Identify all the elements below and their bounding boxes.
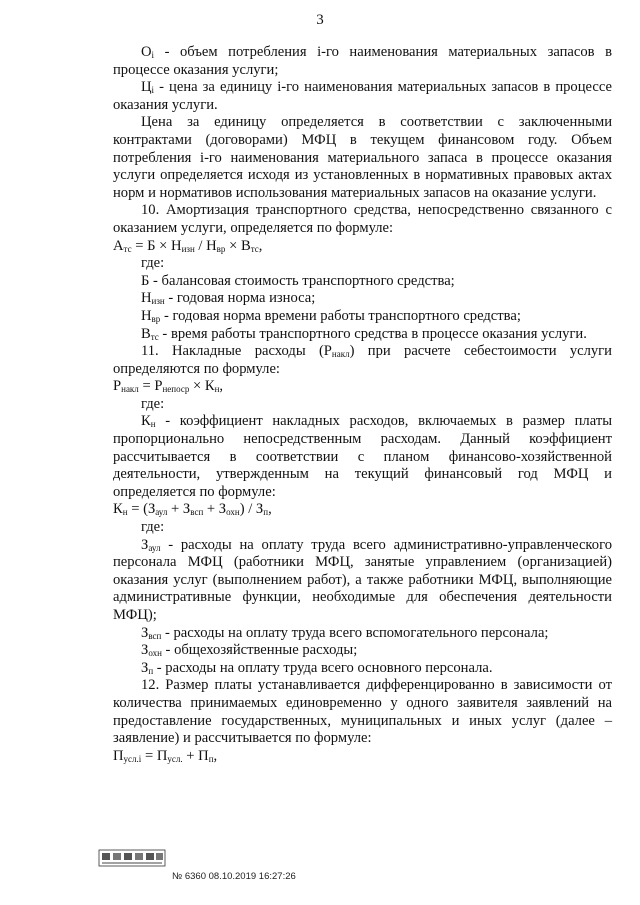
zaup-definition: $З_{аул}$ - расходы на оплату труда всего административно-управленческого персонала МФЦ (работники МФЦ, занятые управлением (организацией) оказания услуг (выполнением работ), а также работники МФЦ, выполняющие административные функции, необходимые для обеспечения деятельности МФЦ); bbox=[113, 536, 612, 623]
document-body bbox=[113, 44, 612, 765]
where-label-2: где: bbox=[141, 395, 165, 412]
b-definition: Б - балансовая стоимость транспортного средства; bbox=[141, 272, 455, 289]
nvr-definition: $Н_{вр}$ - годовая норма времени работы транспортного средства; bbox=[141, 307, 521, 324]
formula-fee: $П_{усл.i} = П_{усл.} + П_п$, bbox=[113, 747, 218, 764]
zvsp-definition: $З_{всп}$ - расходы на оплату труда всего вспомогательного персонала; bbox=[141, 624, 549, 641]
registration-footer bbox=[172, 871, 296, 882]
where-label-3: где: bbox=[141, 519, 165, 536]
kn-definition: $К_н$ - коэффициент накладных расходов, включаемых в размер платы пропорционально непосредственным расходам. Данный коэффициент рассчитывается в соответствии с планом финансово-хозяйственной деятельности, утвержденным на текущий финансовый год МФЦ и определяется по формуле: bbox=[113, 413, 612, 500]
oi-definition: $O_i$ - объем потребления i-го наименования материальных запасов в процессе оказания услуги; bbox=[113, 44, 612, 78]
nizn-definition: $Н_{изн}$ - годовая норма износа; bbox=[141, 290, 316, 307]
vtc-definition: $В_{тс}$ - время работы транспортного средства в процессе оказания услуги. bbox=[141, 325, 587, 342]
ci-definition: $Ц_i$ - цена за единицу i-го наименования материальных запасов в процессе оказания услуги. bbox=[113, 79, 612, 113]
where-label-1: где: bbox=[141, 255, 165, 272]
paragraph-10: 10. Амортизация транспортного средства, непосредственно связанного с оказанием услуги, определяется по формуле: bbox=[113, 202, 612, 236]
registration-stamp-text: 6360 08.10.2019 16:27:26 bbox=[182, 871, 296, 882]
paragraph-11: 11. Накладные расходы $(Р_{накл})$ при расчете себестоимости услуги определяются по формуле: bbox=[113, 343, 612, 377]
page-number: 3 bbox=[316, 12, 324, 28]
zohn-definition: $З_{охн}$ - общехозяйственные расходы; bbox=[141, 642, 358, 659]
formula-overhead: $Р_{накл} = Р_{непоср} \times К_н$, bbox=[113, 378, 224, 395]
formula-depreciation: $А_{тс} = Б \times Н_{изн} / Н_{вр} \times В_{тс}$, bbox=[113, 237, 263, 254]
number-mark: № bbox=[172, 871, 183, 882]
price-paragraph: Цена за единицу определяется в соответствии с заключенными контрактами (договорами) МФЦ в текущем финансовом году. Объем потребления i-го наименования материального запаса в процессе оказания услуги определяется исходя из установленных в нормативных правовых актах норм и нормативов использования материальных запасов на оказание услуги. bbox=[113, 114, 612, 201]
paragraph-12: 12. Размер платы устанавливается дифференцированно в зависимости от количества принимаемых единовременно у одного заявителя заявлений на предоставление государственных, муниципальных и иных услуг (далее – заявление) и рассчитывается по формуле: bbox=[113, 677, 612, 747]
formula-coefficient: $К_н = (З_{аул} + З_{всп} + З_{охн}) / З_п$, bbox=[113, 501, 272, 518]
zp-definition: $З_п$ - расходы на оплату труда всего основного персонала. bbox=[141, 659, 493, 676]
registry-stamp-icon bbox=[98, 848, 168, 868]
